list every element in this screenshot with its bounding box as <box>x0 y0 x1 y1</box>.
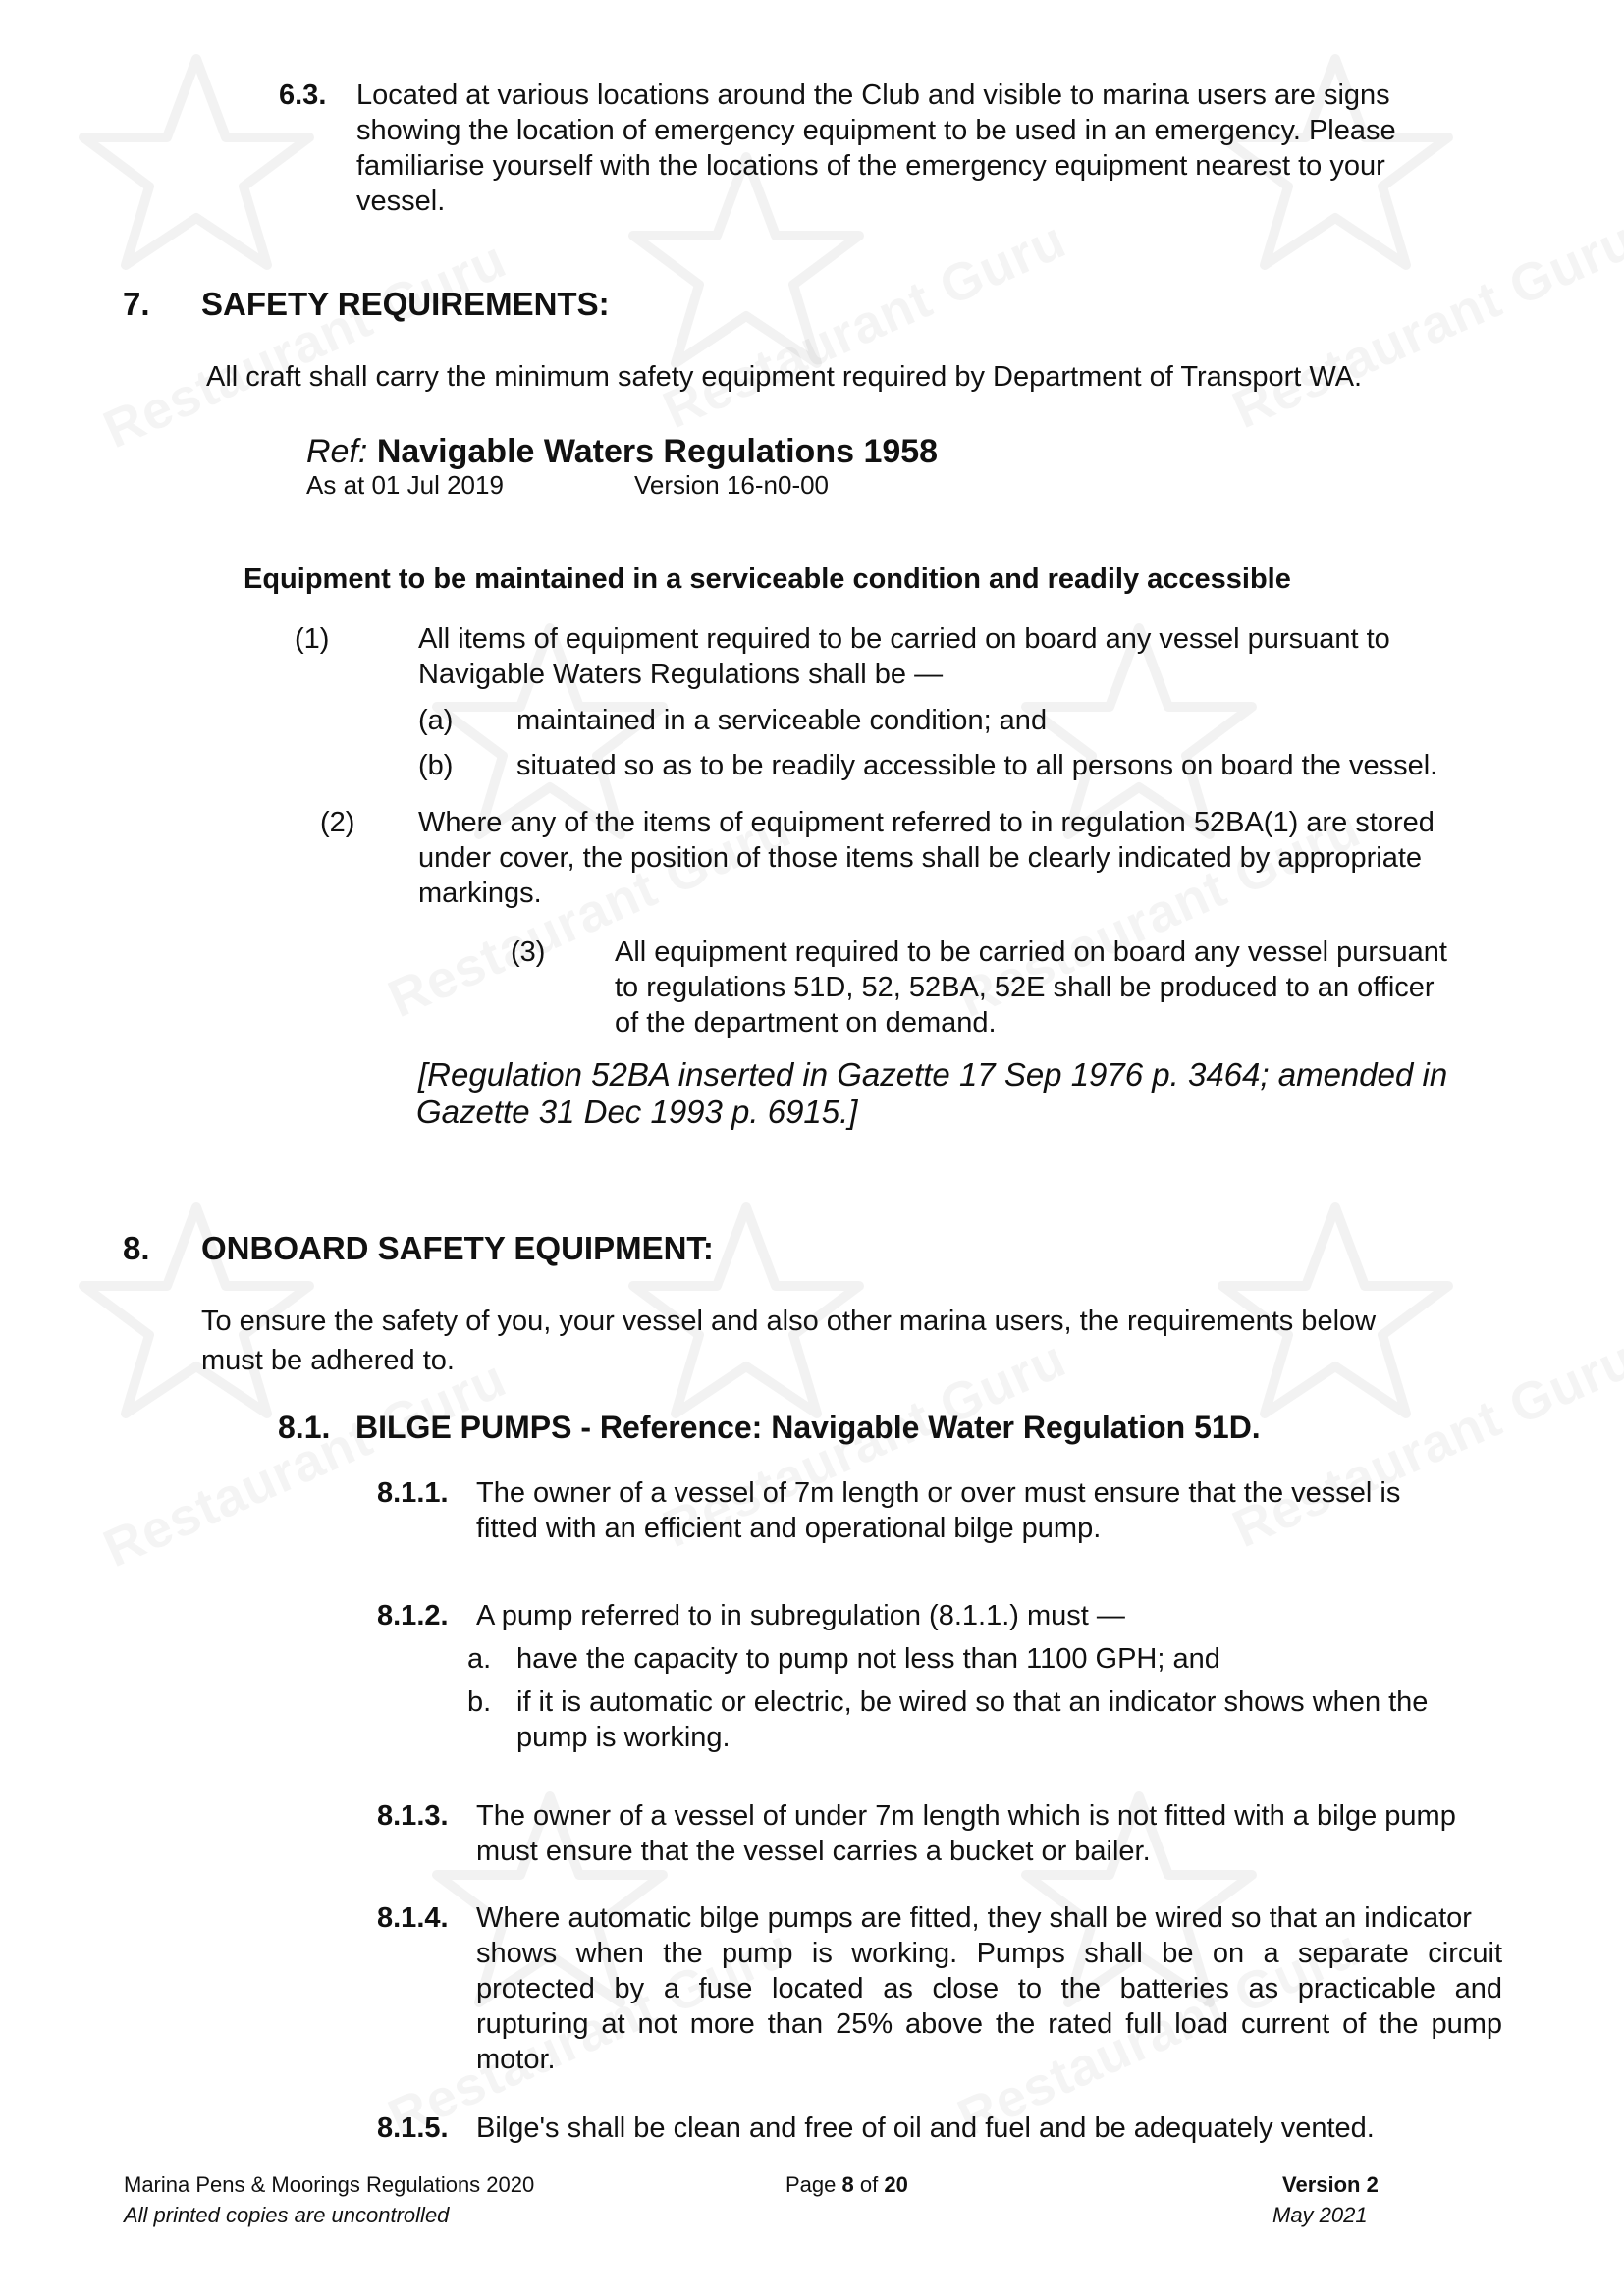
item-number: (2) <box>320 807 355 838</box>
clause-number: 8.1.4. <box>377 1902 449 1934</box>
subitem-text: situated so as to be readily accessible to all persons on board the vessel. <box>516 750 1438 781</box>
watermark-text <box>654 209 1074 441</box>
section-intro: must be adhered to. <box>201 1345 455 1376</box>
subsection-heading: BILGE PUMPS - Reference: Navigable Water Regulation 51D. <box>355 1410 1261 1445</box>
item-number: (3) <box>511 936 546 968</box>
list-item-text: have the capacity to pump not less than 1100 GPH; and <box>516 1643 1220 1675</box>
regulation-note: [Regulation 52BA inserted in Gazette 17 Sep 1976 p. 3464; amended in <box>418 1056 1448 1093</box>
regulation-note: Gazette 31 Dec 1993 p. 6915.] <box>416 1094 858 1130</box>
clause-line: A pump referred to in subregulation (8.1.1.) must — <box>476 1600 1125 1631</box>
section-intro: All craft shall carry the minimum safety equipment required by Department of Transport WA. <box>206 361 1363 393</box>
page-current: 8 <box>841 2172 854 2197</box>
clause-line: The owner of a vessel of under 7m length which is not fitted with a bilge pump <box>476 1800 1456 1832</box>
subsection-number: 8.1. <box>278 1410 331 1445</box>
reference-prefix: Ref: <box>306 433 368 470</box>
item-line: Navigable Waters Regulations shall be — <box>418 659 944 690</box>
item-line: markings. <box>418 878 542 909</box>
paragraph-line: Located at various locations around the Club and visible to marina users are signs <box>356 80 1390 111</box>
subitem-number: (a) <box>418 705 454 736</box>
footer-copies-note: All printed copies are uncontrolled <box>124 2203 450 2227</box>
list-item-text: if it is automatic or electric, be wired so that an indicator shows when the <box>516 1686 1429 1718</box>
reference-title: Navigable Waters Regulations 1958 <box>376 433 939 470</box>
footer-date: May 2021 <box>1272 2203 1368 2227</box>
clause-number: 8.1.1. <box>377 1477 449 1509</box>
item-number: (1) <box>295 623 330 655</box>
clause-line: protected by a fuse located as close to the batteries as practicable and <box>476 1973 1502 2004</box>
list-item-text: pump is working. <box>516 1722 731 1753</box>
clause-number: 8.1.3. <box>377 1800 449 1832</box>
clause-line: Where automatic bilge pumps are fitted, they shall be wired so that an indicator <box>476 1902 1472 1934</box>
section-heading: ONBOARD SAFETY EQUIPMENT: <box>201 1230 714 1266</box>
as-at-date: As at 01 Jul 2019 <box>306 470 504 500</box>
page-prefix: Page <box>785 2172 837 2197</box>
watermark-text <box>1223 209 1624 441</box>
reference-line <box>306 432 938 471</box>
item-line: All equipment required to be carried on board any vessel pursuant <box>615 936 1447 968</box>
section-number: 7. <box>123 286 150 322</box>
item-line: to regulations 51D, 52, 52BA, 52E shall be produced to an officer <box>615 972 1435 1003</box>
clause-line: fitted with an efficient and operational bilge pump. <box>476 1513 1102 1544</box>
paragraph-line: showing the location of emergency equipment to be used in an emergency. Please <box>356 115 1396 146</box>
list-marker: b. <box>467 1686 492 1718</box>
clause-line: shows when the pump is working. Pumps shall be on a separate circuit <box>476 1938 1502 1969</box>
page-total: 20 <box>884 2172 908 2197</box>
version-label: Version 16-n0-00 <box>634 470 830 500</box>
page-of: of <box>859 2172 879 2197</box>
watermark-text <box>94 229 514 460</box>
section-heading: SAFETY REQUIREMENTS: <box>201 286 610 322</box>
footer-doc-title: Marina Pens & Moorings Regulations 2020 <box>124 2172 535 2197</box>
clause-line: The owner of a vessel of 7m length or over must ensure that the vessel is <box>476 1477 1401 1509</box>
subitem-number: (b) <box>418 750 454 781</box>
clause-number: 8.1.5. <box>377 2112 449 2144</box>
clause-line: Bilge's shall be clean and free of oil and fuel and be adequately vented. <box>476 2112 1375 2144</box>
watermark-text <box>94 1348 514 1579</box>
section-number: 8. <box>123 1230 150 1266</box>
footer-page-number <box>785 2171 908 2199</box>
item-line: All items of equipment required to be carried on board any vessel pursuant to <box>418 623 1390 655</box>
item-line: under cover, the position of those items shall be clearly indicated by appropriate <box>418 842 1423 874</box>
section-number: 6.3. <box>279 80 327 111</box>
item-line: of the department on demand. <box>615 1007 997 1039</box>
footer-version: Version 2 <box>1282 2172 1379 2197</box>
paragraph-line: vessel. <box>356 186 446 217</box>
paragraph-line: familiarise yourself with the locations of the emergency equipment nearest to your <box>356 150 1385 182</box>
watermark-text <box>1223 1328 1624 1560</box>
subitem-text: maintained in a serviceable condition; and <box>516 705 1048 736</box>
clause-number: 8.1.2. <box>377 1600 449 1631</box>
clause-line: rupturing at not more than 25% above the rated full load current of the pump <box>476 2008 1502 2040</box>
clause-line: must ensure that the vessel carries a bucket or bailer. <box>476 1836 1151 1867</box>
section-intro: To ensure the safety of you, your vessel and also other marina users, the requirements below <box>201 1306 1377 1337</box>
item-line: Where any of the items of equipment referred to in regulation 52BA(1) are stored <box>418 807 1435 838</box>
clause-line: motor. <box>476 2044 556 2075</box>
subheading: Equipment to be maintained in a serviceable condition and readily accessible <box>244 563 1291 595</box>
list-marker: a. <box>467 1643 492 1675</box>
